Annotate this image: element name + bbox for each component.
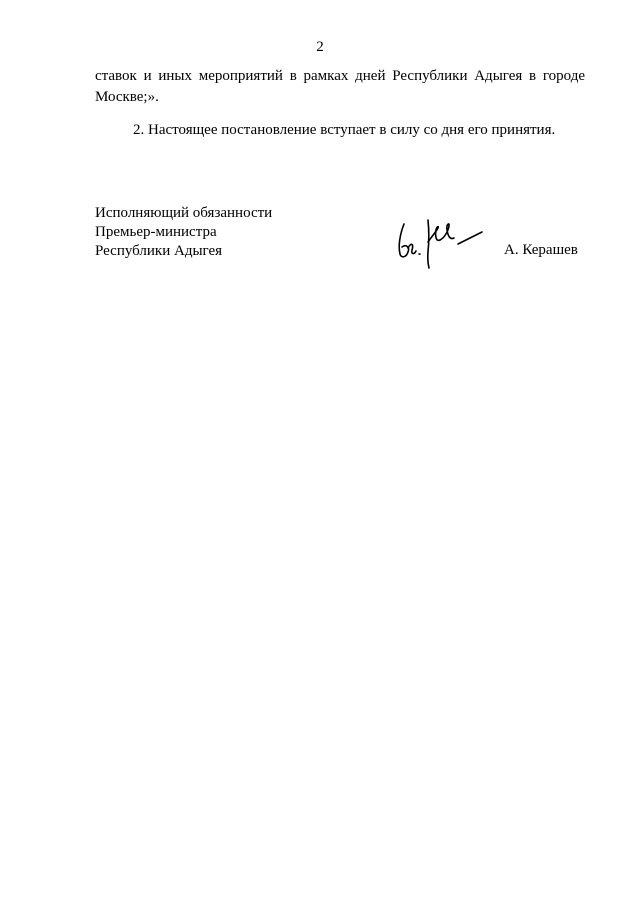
signatory-position (95, 204, 272, 261)
signatory-position-line-1: Исполняющий обязанности (95, 205, 273, 221)
continued-paragraph-line-1: ставок и иных мероприятий в рамках дней Республики Адыгея в городе (95, 68, 585, 84)
continued-paragraph-line-2: Москве;». (95, 89, 159, 105)
page-number: 2 (316, 39, 324, 55)
continued-paragraph (95, 66, 585, 108)
signatory-position-line-2: Премьер-министра (95, 224, 217, 240)
signer-name: А. Керашев (504, 242, 578, 258)
paragraph-2: 2. Настоящее постановление вступает в силу со дня его принятия. (133, 122, 556, 138)
handwritten-signature (392, 214, 488, 270)
signatory-position-line-3: Республики Адыгея (95, 243, 223, 259)
